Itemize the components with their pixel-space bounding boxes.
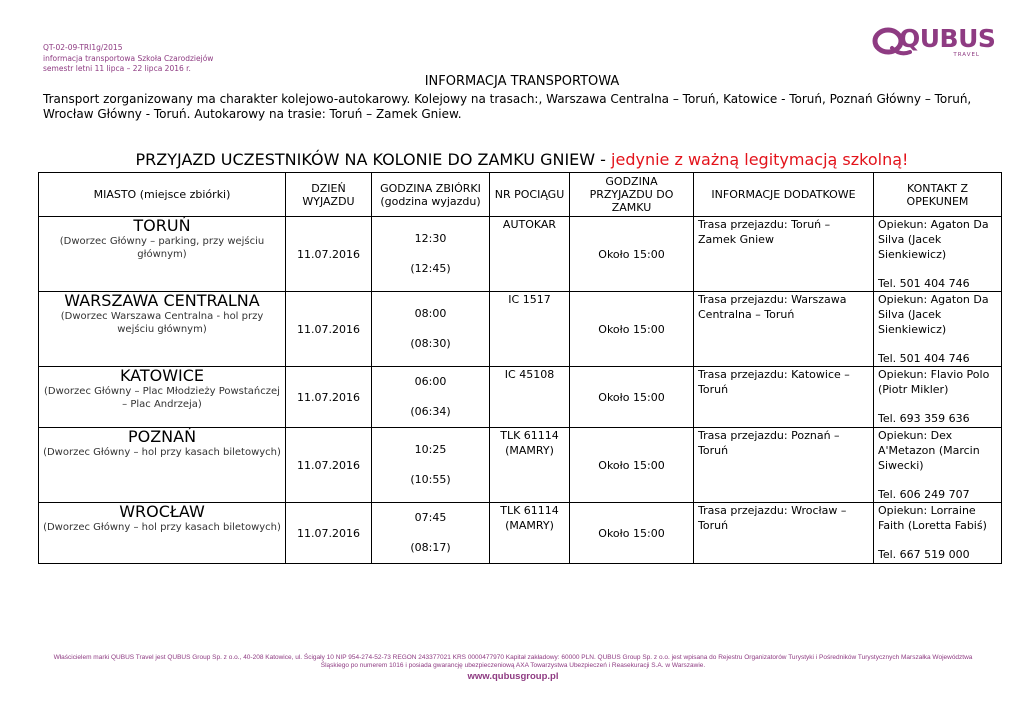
logo-word: QUBUS	[899, 24, 996, 53]
doc-code: QT-02-09-TRI1g/2015	[43, 43, 123, 52]
page-title: INFORMACJA TRANSPORTOWA	[424, 74, 620, 89]
guardian-phone: Tel. 667 519 000	[878, 548, 970, 561]
departure-date: 11.07.2016	[286, 428, 372, 503]
departure-time: (08:30)	[410, 337, 451, 350]
table-row	[39, 217, 1002, 292]
gather-time-cell	[372, 292, 490, 367]
meeting-place: (Dworzec Główny – Plac Młodzieży Powstańczej – Plac Andrzeja)	[44, 386, 280, 410]
table-header-row	[39, 173, 1002, 217]
city-cell	[39, 292, 286, 367]
guardian-phone: Tel. 693 359 636	[878, 412, 970, 425]
transport-description: Transport zorganizowany ma charakter kolejowo-autokarowy. Kolejowy na trasach:, Warszawa Centralna – Toruń, Katowice - Toruń, Poznań Główny – Toruń, Wrocław Główny - Toruń. Autokarowy na trasie: Toruń – Zamek Gniew.	[43, 92, 972, 121]
departure-date: 11.07.2016	[286, 367, 372, 428]
city-cell	[39, 217, 286, 292]
additional-info: Trasa przejazdu: Poznań – Toruń	[694, 428, 874, 503]
train-number: TLK 61114	[500, 429, 559, 442]
city-name: TORUŃ	[133, 216, 191, 235]
departure-date: 11.07.2016	[286, 217, 372, 292]
train-number: IC 1517	[508, 293, 551, 306]
doc-term: semestr letni 11 lipca – 22 lipca 2016 r.	[43, 64, 191, 73]
gather-time-cell	[372, 367, 490, 428]
arrival-time: Około 15:00	[570, 428, 694, 503]
transport-table	[38, 172, 1002, 564]
contact-cell	[874, 367, 1002, 428]
departure-time: (06:34)	[410, 405, 451, 418]
table-row	[39, 428, 1002, 503]
arrival-time: Około 15:00	[570, 503, 694, 564]
table-row	[39, 503, 1002, 564]
header-train-number: NR POCIĄGU	[490, 173, 570, 217]
departure-time: (08:17)	[410, 541, 451, 554]
gather-time-cell	[372, 503, 490, 564]
gather-time: 12:30	[414, 232, 447, 245]
gather-time: 07:45	[414, 511, 447, 524]
additional-info: Trasa przejazdu: Toruń – Zamek Gniew	[694, 217, 874, 292]
city-name: KATOWICE	[119, 366, 205, 385]
guardian-name: Opiekun: Dex A'Metazon (Marcin Siwecki)	[878, 429, 980, 472]
header-contact: KONTAKT Z OPEKUNEM	[874, 173, 1002, 217]
gather-time: 10:25	[414, 443, 447, 456]
guardian-name: Opiekun: Agaton Da Silva (Jacek Sienkiewicz)	[878, 293, 989, 336]
guardian-name: Opiekun: Flavio Polo (Piotr Mikler)	[878, 368, 990, 396]
train-name: (MAMRY)	[505, 444, 554, 457]
arrival-time: Około 15:00	[570, 217, 694, 292]
guardian-phone: Tel. 606 249 707	[878, 488, 970, 501]
city-cell	[39, 503, 286, 564]
header-arrival-time: GODZINA PRZYJAZDU DO ZAMKU	[570, 173, 694, 217]
city-name: POZNAŃ	[127, 427, 197, 446]
footer-legal: Właścicielem marki QUBUS Travel jest QUBUS Group Sp. z o.o., 40-208 Katowice, ul. Ścigały 10 NIP 954-274-52-73 REGON 243377021 KRS 0000477970 Kapitał zakładowy: 60000 PLN. QUBUS Group Sp. z o.o. jest wpisana do Rejestru Organizatorów Turystyki i Pośredników Turystycznych Marszałka Województwa Śląskiego po numerem 1016 i posiada gwarancję ubezpieczeniową AXA Towarzystwa Ubezpieczeń i Reasekuracji S.A. w Warszawie.	[53, 654, 973, 669]
departure-time: (12:45)	[410, 262, 451, 275]
gather-time: 06:00	[414, 375, 447, 388]
additional-info: Trasa przejazdu: Katowice – Toruń	[694, 367, 874, 428]
train-number: AUTOKAR	[502, 218, 557, 231]
header-city: MIASTO (miejsce zbiórki)	[39, 173, 286, 217]
arrival-time: Około 15:00	[570, 292, 694, 367]
city-name: WARSZAWA CENTRALNA	[64, 291, 260, 310]
header-date: DZIEŃ WYJAZDU	[286, 173, 372, 217]
header-additional-info: INFORMACJE DODATKOWE	[694, 173, 874, 217]
heading-main: PRZYJAZD UCZESTNIKÓW NA KOLONIE DO ZAMKU GNIEW -	[135, 150, 612, 169]
meeting-place: (Dworzec Warszawa Centralna - hol przy wejściu głównym)	[60, 311, 264, 335]
guardian-name: Opiekun: Agaton Da Silva (Jacek Sienkiewicz)	[878, 218, 989, 261]
train-name: (MAMRY)	[505, 519, 554, 532]
logo-sub: TRAVEL	[953, 52, 980, 58]
heading-highlight: jedynie z ważną legitymacją szkolną!	[611, 150, 909, 169]
contact-cell	[874, 217, 1002, 292]
city-cell	[39, 428, 286, 503]
train-cell	[490, 217, 570, 292]
train-cell	[490, 428, 570, 503]
qubus-logo	[872, 22, 996, 62]
train-number: TLK 61114	[500, 504, 559, 517]
table-row	[39, 367, 1002, 428]
arrival-heading	[43, 150, 1001, 169]
additional-info: Trasa przejazdu: Wrocław – Toruń	[694, 503, 874, 564]
gather-time-cell	[372, 428, 490, 503]
city-name: WROCŁAW	[119, 502, 205, 521]
departure-time: (10:55)	[410, 473, 451, 486]
train-cell	[490, 367, 570, 428]
train-cell	[490, 503, 570, 564]
train-cell	[490, 292, 570, 367]
footer-url[interactable]: www.qubusgroup.pl	[467, 671, 559, 682]
document-header	[43, 43, 213, 75]
meeting-place: (Dworzec Główny – hol przy kasach biletowych)	[43, 522, 281, 533]
guardian-name: Opiekun: Lorraine Faith (Loretta Fabiś)	[878, 504, 987, 532]
header-gather-time: GODZINA ZBIÓRKI (godzina wyjazdu)	[372, 173, 490, 217]
gather-time: 08:00	[414, 307, 447, 320]
guardian-phone: Tel. 501 404 746	[878, 277, 970, 290]
table-row	[39, 292, 1002, 367]
train-number: IC 45108	[504, 368, 555, 381]
meeting-place: (Dworzec Główny – parking, przy wejściu głównym)	[59, 236, 265, 260]
contact-cell	[874, 503, 1002, 564]
departure-date: 11.07.2016	[286, 503, 372, 564]
meeting-place: (Dworzec Główny – hol przy kasach biletowych)	[43, 447, 281, 458]
departure-date: 11.07.2016	[286, 292, 372, 367]
arrival-time: Około 15:00	[570, 367, 694, 428]
additional-info: Trasa przejazdu: Warszawa Centralna – Toruń	[694, 292, 874, 367]
city-cell	[39, 367, 286, 428]
gather-time-cell	[372, 217, 490, 292]
guardian-phone: Tel. 501 404 746	[878, 352, 970, 365]
doc-subject: informacja transportowa Szkoła Czarodziejów	[43, 53, 214, 63]
contact-cell	[874, 428, 1002, 503]
contact-cell	[874, 292, 1002, 367]
